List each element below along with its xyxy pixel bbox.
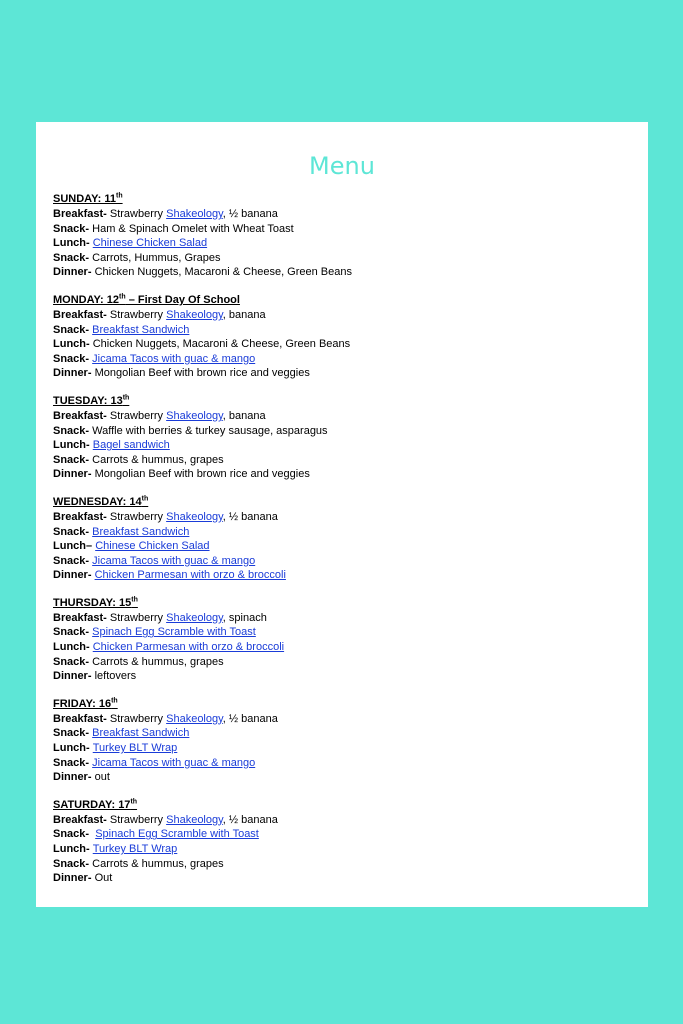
meal-row [53,611,648,626]
meal-label: Snack [53,655,86,668]
meal-label: Snack [53,222,86,235]
day-ordinal: th [141,495,149,503]
meal-separator: - [87,670,95,683]
meal-separator: - [87,569,95,582]
meal-separator: – [86,540,96,553]
meal-separator: - [103,208,110,220]
meal-label: Breakfast [53,510,104,523]
meal-separator: - [85,453,93,466]
meal-label: Lunch [53,641,86,654]
day-name: SUNDAY: 11 [53,193,116,205]
meal-row [53,352,648,367]
meal-text-suffix: , ½ banana [222,510,278,523]
meal-label: Breakfast [53,208,104,220]
meal-text: Strawberry [109,611,167,624]
meal-row [53,539,648,554]
meal-text: Chicken Nuggets, Macaroni & Cheese, Green Beans [94,266,352,279]
day-heading [53,293,648,308]
recipe-link[interactable]: Spinach Egg Scramble with Toast [95,828,259,841]
meal-separator: - [86,742,93,755]
day-section [53,293,648,381]
meal-row [53,510,648,525]
meal-text: Strawberry [109,510,167,523]
meal-row [53,251,648,266]
day-heading [53,596,648,611]
recipe-link[interactable]: Jicama Tacos with guac & mango [92,554,256,567]
meal-label: Snack [53,554,86,567]
meal-row [53,207,648,222]
meal-text-suffix: , banana [222,308,266,321]
recipe-link[interactable]: Breakfast Sandwich [92,727,190,740]
meal-row [53,741,648,756]
meal-text: Ham & Spinach Omelet with Wheat Toast [92,222,294,235]
meal-label: Dinner [53,771,88,784]
meal-row [53,842,648,857]
meal-row [53,337,648,352]
meal-label: Lunch [53,338,86,351]
meal-row [53,424,648,439]
recipe-link[interactable]: Chinese Chicken Salad [95,540,210,553]
meal-separator: - [85,828,96,841]
day-ordinal: th [119,293,126,301]
meal-row [53,827,648,842]
recipe-link[interactable]: Jicama Tacos with guac & mango [92,756,256,769]
day-heading [53,192,648,207]
recipe-link[interactable]: Shakeology [166,611,223,624]
meal-label: Snack [53,626,86,639]
meal-label: Snack [53,756,86,769]
meal-text: Carrots & hummus, grapes [92,655,224,668]
recipe-link[interactable]: Shakeology [166,308,223,321]
meal-separator: - [103,813,110,826]
meal-separator: - [87,872,95,885]
recipe-link[interactable]: Turkey BLT Wrap [92,742,178,755]
day-name: FRIDAY: 16 [53,697,112,710]
meal-text: Out [94,872,113,885]
meal-label: Lunch [53,843,86,855]
day-section [53,596,648,684]
meal-row [53,366,648,381]
meal-separator: - [85,554,93,567]
meal-label: Snack [53,453,86,466]
meal-row [53,640,648,655]
meal-label: Breakfast [53,409,104,422]
meal-label: Dinner [53,670,88,683]
meal-separator: - [85,626,93,639]
recipe-link[interactable]: Shakeology [166,409,223,422]
meal-text: Strawberry [109,208,167,220]
day-ordinal: th [111,697,118,705]
meal-label: Lunch [53,742,86,755]
meal-separator: - [87,771,95,784]
day-heading [53,697,648,712]
meal-label: Breakfast [53,712,104,725]
meal-text-suffix: , ½ banana [222,208,278,220]
meal-label: Lunch [53,540,86,553]
day-ordinal: th [130,798,138,806]
meal-label: Snack [53,525,86,538]
meal-row [53,308,648,323]
meal-text-suffix: , banana [222,409,266,422]
day-note: – First Day Of School [125,293,240,306]
recipe-link[interactable]: Chinese Chicken Salad [92,237,208,250]
day-section [53,495,648,583]
recipe-link[interactable]: Breakfast Sandwich [92,525,190,538]
meal-separator: - [86,237,93,250]
page-title: Menu [309,152,375,180]
meal-row [53,525,648,540]
meal-separator: - [85,857,93,870]
meal-text: Strawberry [109,813,167,826]
meal-row [53,554,648,569]
recipe-link[interactable]: Shakeology [166,510,223,523]
meal-row [53,726,648,741]
meal-label: Snack [53,828,86,841]
day-heading [53,495,648,510]
meal-separator: - [87,367,95,380]
meal-separator: - [85,727,93,740]
meal-separator: - [85,424,93,437]
meal-text: Chicken Nuggets, Macaroni & Cheese, Green Beans [92,338,351,351]
meal-row [53,409,648,424]
day-ordinal: th [131,596,138,604]
meal-row [53,568,648,583]
meal-label: Dinner [53,872,88,885]
recipe-link[interactable]: Shakeology [166,712,223,725]
meal-label: Snack [53,424,86,437]
meal-row [53,323,648,338]
day-name: MONDAY: 12 [53,293,120,306]
meal-row [53,467,648,482]
recipe-link[interactable]: Bagel sandwich [92,439,170,452]
meal-separator: - [85,352,93,365]
meal-text-suffix: , ½ banana [222,813,278,826]
meal-separator: - [103,712,110,725]
meal-row [53,625,648,640]
meal-separator: - [87,468,95,481]
meal-text: Carrots, Hummus, Grapes [92,251,221,264]
day-name: THURSDAY: 15 [53,596,132,609]
recipe-link[interactable]: Chicken Parmesan with orzo & broccoli [94,569,286,582]
meal-text: Waffle with berries & turkey sausage, asparagus [92,424,328,437]
meal-row [53,756,648,771]
meal-separator: - [103,308,110,321]
recipe-link[interactable]: Shakeology [166,813,223,826]
meal-label: Dinner [53,468,88,481]
meal-text: Carrots & hummus, grapes [92,857,224,870]
meal-text-suffix: , ½ banana [222,712,278,725]
meal-row [53,857,648,872]
meal-text: Strawberry [109,712,167,725]
day-ordinal: th [115,192,123,200]
meal-text: out [94,771,110,784]
recipe-link[interactable]: Spinach Egg Scramble with Toast [92,626,256,639]
meal-label: Snack [53,857,86,870]
meal-text: Strawberry [109,308,167,321]
meal-row [53,712,648,727]
meal-separator: - [85,525,93,538]
meal-row [53,438,648,453]
meal-text: Mongolian Beef with brown rice and veggies [94,367,310,380]
day-name: WEDNESDAY: 14 [53,495,142,508]
meal-row [53,655,648,670]
meal-separator: - [85,222,93,235]
meal-separator: - [85,323,93,336]
meal-separator: - [103,510,110,523]
day-list [53,192,648,886]
day-section [53,394,648,482]
day-section [53,192,648,280]
meal-separator: - [86,338,93,351]
meal-label: Snack [53,352,86,365]
recipe-link[interactable]: Turkey BLT Wrap [92,843,178,855]
meal-label: Breakfast [53,308,104,321]
meal-text: leftovers [94,670,137,683]
meal-separator: - [86,843,93,855]
meal-text: Carrots & hummus, grapes [92,453,224,466]
day-name: TUESDAY: 13 [53,394,123,407]
day-section [53,697,648,785]
meal-row [53,236,648,251]
meal-row [53,669,648,684]
meal-row [53,871,648,886]
meal-separator: - [87,266,95,279]
meal-text: Strawberry [109,409,167,422]
recipe-link[interactable]: Breakfast Sandwich [92,323,190,336]
meal-row [53,453,648,468]
recipe-link[interactable]: Shakeology [166,208,223,220]
meal-label: Snack [53,323,86,336]
meal-row [53,265,648,280]
meal-label: Snack [53,251,86,264]
meal-row [53,813,648,828]
menu-page [36,122,648,907]
day-heading [53,798,648,813]
meal-label: Dinner [53,266,88,279]
meal-separator: - [86,641,93,654]
meal-row [53,770,648,785]
meal-separator: - [85,756,93,769]
meal-label: Dinner [53,569,88,582]
meal-label: Dinner [53,367,88,380]
meal-label: Breakfast [53,611,104,624]
meal-text: Mongolian Beef with brown rice and veggies [94,468,310,481]
meal-separator: - [103,611,110,624]
meal-label: Lunch [53,237,86,250]
meal-separator: - [103,409,110,422]
meal-row [53,222,648,237]
recipe-link[interactable]: Chicken Parmesan with orzo & broccoli [92,641,285,654]
meal-label: Lunch [53,439,86,452]
meal-text-suffix: , spinach [222,611,267,624]
day-heading [53,394,648,409]
meal-separator: - [85,251,93,264]
day-name: SATURDAY: 17 [53,798,131,811]
meal-label: Breakfast [53,813,104,826]
meal-separator: - [85,655,93,668]
day-section [53,798,648,886]
meal-label: Snack [53,727,86,740]
day-ordinal: th [122,394,130,402]
meal-separator: - [86,439,93,452]
recipe-link[interactable]: Jicama Tacos with guac & mango [92,352,256,365]
